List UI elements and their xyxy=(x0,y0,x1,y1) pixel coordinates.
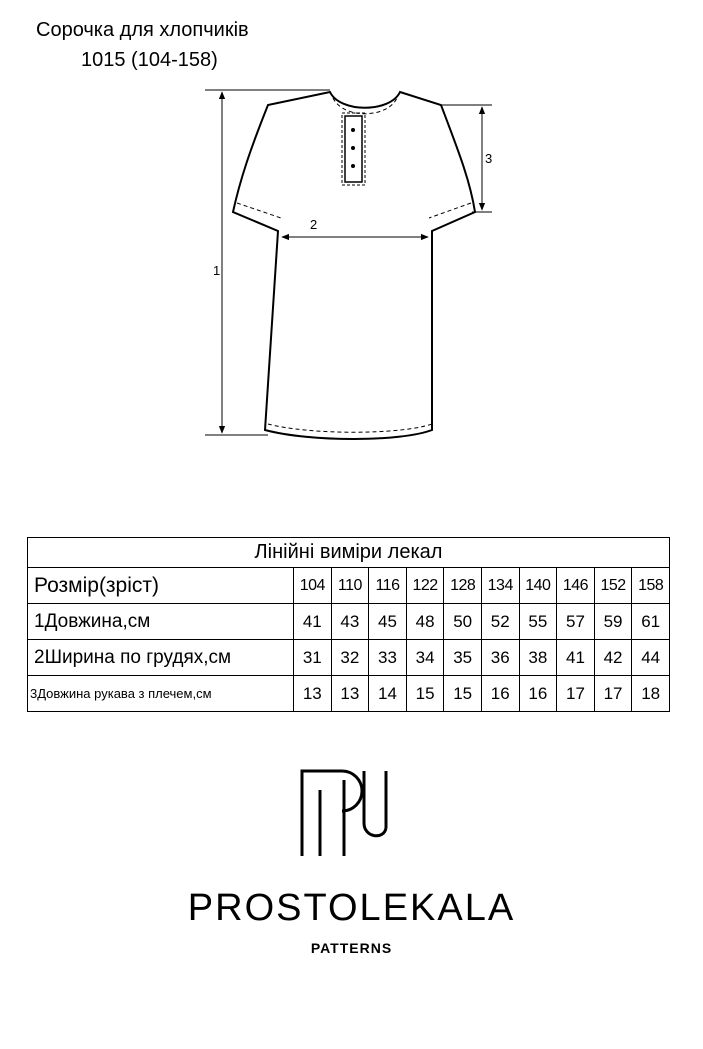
row-label: 1Довжина,см xyxy=(28,604,294,640)
value-cell: 18 xyxy=(632,676,670,712)
value-cell: 31 xyxy=(294,640,332,676)
value-cell: 59 xyxy=(594,604,632,640)
size-header-cell: 128 xyxy=(444,568,482,604)
value-cell: 42 xyxy=(594,640,632,676)
size-header-cell: 104 xyxy=(294,568,332,604)
document-model-number: 1015 (104-158) xyxy=(81,49,218,71)
button-1 xyxy=(351,128,355,132)
value-cell: 38 xyxy=(519,640,557,676)
size-label: Розмір(зріст) xyxy=(28,568,294,604)
value-cell: 16 xyxy=(481,676,519,712)
value-cell: 34 xyxy=(406,640,444,676)
size-header-cell: 116 xyxy=(369,568,407,604)
value-cell: 41 xyxy=(557,640,595,676)
value-cell: 13 xyxy=(294,676,332,712)
size-header-cell: 134 xyxy=(481,568,519,604)
value-cell: 17 xyxy=(557,676,595,712)
brand-subtitle: PATTERNS xyxy=(310,940,393,956)
size-header-cell: 140 xyxy=(519,568,557,604)
value-cell: 13 xyxy=(331,676,369,712)
value-cell: 45 xyxy=(369,604,407,640)
value-cell: 33 xyxy=(369,640,407,676)
value-cell: 16 xyxy=(519,676,557,712)
size-header-cell: 152 xyxy=(594,568,632,604)
value-cell: 61 xyxy=(632,604,670,640)
value-cell: 15 xyxy=(406,676,444,712)
button-3 xyxy=(351,164,355,168)
table-row xyxy=(28,640,670,676)
value-cell: 15 xyxy=(444,676,482,712)
shirt-diagram xyxy=(0,0,703,520)
table-heading: Лінійні виміри лекал xyxy=(28,538,670,568)
value-cell: 44 xyxy=(632,640,670,676)
size-header-cell: 110 xyxy=(331,568,369,604)
neckline-stitch xyxy=(333,98,397,114)
measurements-table xyxy=(27,537,670,712)
table-row xyxy=(28,604,670,640)
length-label: 1 xyxy=(213,263,221,278)
button-2 xyxy=(351,146,355,150)
chest-width-label: 2 xyxy=(310,217,318,232)
shirt-outline xyxy=(233,92,475,439)
value-cell: 52 xyxy=(481,604,519,640)
value-cell: 55 xyxy=(519,604,557,640)
value-cell: 48 xyxy=(406,604,444,640)
sizes-row xyxy=(28,568,670,604)
row-label: 3Довжина рукава з плечем,см xyxy=(28,676,294,712)
size-header-cell: 158 xyxy=(632,568,670,604)
row-label: 2Ширина по грудях,см xyxy=(28,640,294,676)
document-title: Сорочка для хлопчиків xyxy=(36,19,249,41)
value-cell: 32 xyxy=(331,640,369,676)
value-cell: 57 xyxy=(557,604,595,640)
value-cell: 14 xyxy=(369,676,407,712)
logo-mark xyxy=(298,768,390,860)
size-header-cell: 122 xyxy=(406,568,444,604)
value-cell: 50 xyxy=(444,604,482,640)
value-cell: 17 xyxy=(594,676,632,712)
size-header-cell: 146 xyxy=(557,568,595,604)
sleeve-length-label: 3 xyxy=(485,151,493,166)
table-row xyxy=(28,676,670,712)
value-cell: 35 xyxy=(444,640,482,676)
value-cell: 36 xyxy=(481,640,519,676)
value-cell: 43 xyxy=(331,604,369,640)
brand-name: PROSTOLEKALA xyxy=(187,887,516,929)
bottom-hem xyxy=(268,424,432,432)
value-cell: 41 xyxy=(294,604,332,640)
